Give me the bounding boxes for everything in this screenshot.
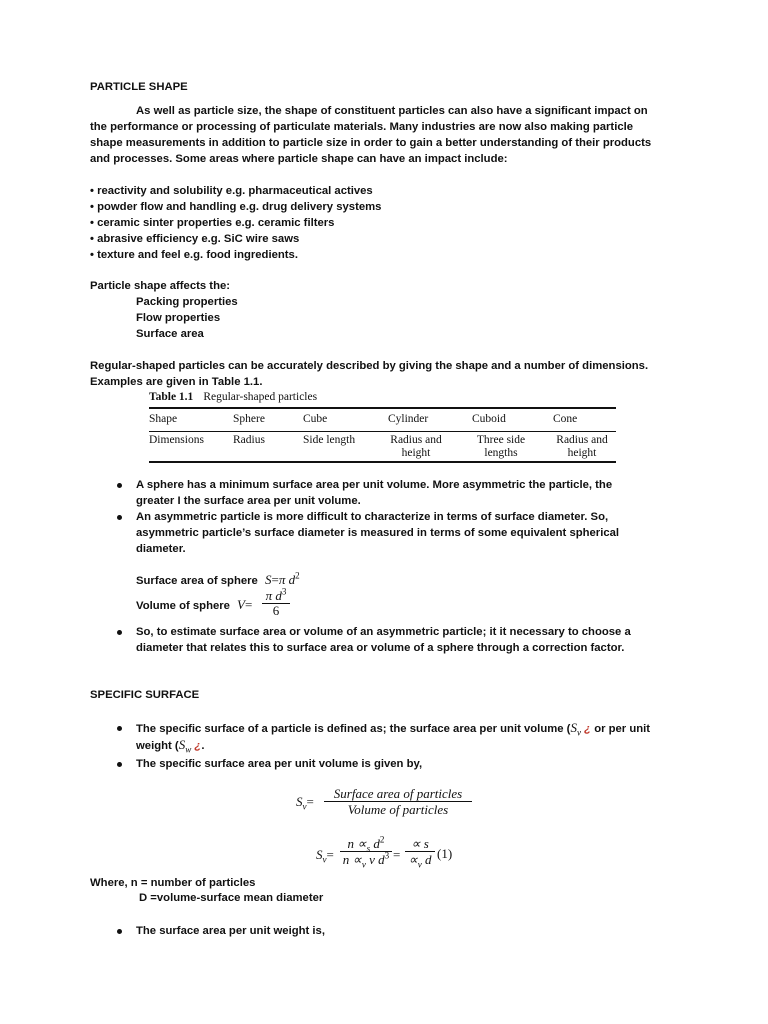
sphere-volume-label: Volume of sphere bbox=[136, 600, 230, 612]
table-header-cell: Cylinder bbox=[388, 413, 429, 425]
impact-item: • abrasive efficiency e.g. SiC wire saws bbox=[90, 233, 300, 245]
bullet-dot bbox=[117, 515, 122, 520]
table-cell: Side length bbox=[303, 434, 356, 446]
table-row-label: Dimensions bbox=[149, 434, 204, 446]
bullet-dot bbox=[117, 762, 122, 767]
bullet-dot bbox=[117, 630, 122, 635]
bullet-text: A sphere has a minimum surface area per unit volume. More asymmetric the particle, the bbox=[136, 479, 613, 491]
table-top-rule bbox=[149, 407, 616, 409]
affects-item: Flow properties bbox=[136, 312, 221, 324]
fraction-numerator: $n \propto_s$ $d^2$ bbox=[347, 834, 385, 854]
intro-line-3: shape measurements in addition to particle size in order to gain a better understanding of their products bbox=[90, 137, 652, 149]
eq1-fraction bbox=[324, 786, 472, 817]
table-caption-text: Regular-shaped particles bbox=[203, 391, 318, 403]
spec-bullet-3: The surface area per unit weight is, bbox=[136, 925, 325, 937]
sw-symbol: $S_w$ bbox=[178, 737, 192, 755]
table-mid-rule bbox=[149, 431, 616, 432]
eq2-lhs: $S_v=$ bbox=[316, 847, 334, 865]
eq2-equals: = bbox=[393, 847, 401, 862]
table-header-cell: Shape bbox=[149, 413, 178, 425]
affects-item: Surface area bbox=[136, 328, 204, 340]
bullet-text: greater I the surface area per unit volume. bbox=[136, 495, 361, 507]
intro-line-4: and processes. Some areas where particle shape can have an impact include: bbox=[90, 153, 508, 165]
table-header-cell: Cuboid bbox=[472, 413, 506, 425]
table-cell-line: height bbox=[401, 447, 431, 459]
sphere-area-label: Surface area of sphere bbox=[136, 575, 258, 587]
spec-text: or per unit bbox=[594, 723, 651, 735]
sphere-volume-lhs: V= bbox=[237, 597, 253, 612]
eq2-fraction-1 bbox=[340, 834, 392, 870]
table-header-cell: Sphere bbox=[233, 413, 265, 425]
heading-specific-surface: SPECIFIC SURFACE bbox=[90, 689, 200, 701]
where-line-1: Where, n = number of particles bbox=[90, 877, 256, 889]
table-bottom-rule bbox=[149, 461, 616, 463]
table-cell-line: lengths bbox=[484, 447, 518, 459]
bullet-text: asymmetric particle’s surface diameter is measured in terms of some equivalent spherical bbox=[136, 527, 620, 539]
heading-particle-shape: PARTICLE SHAPE bbox=[90, 81, 188, 93]
fraction-denominator: $\propto_v$ d bbox=[408, 852, 432, 870]
table-cell: Radius bbox=[233, 434, 265, 446]
bullet-text: So, to estimate surface area or volume of an asymmetric particle; it it necessary to choose a bbox=[136, 626, 631, 638]
table-cell bbox=[547, 434, 617, 460]
table-cell-line: Radius and bbox=[390, 434, 442, 446]
eq2-fraction-2 bbox=[405, 836, 435, 870]
bullet-text: diameter that relates this to surface area or volume of a sphere through a correction factor. bbox=[136, 642, 625, 654]
regular-line-2: Examples are given in Table 1.1. bbox=[90, 376, 263, 388]
regular-shapes-table bbox=[149, 407, 616, 463]
spec-text: . bbox=[201, 740, 205, 752]
where-line-2: D =volume-surface mean diameter bbox=[139, 892, 324, 904]
table-cell bbox=[381, 434, 451, 460]
table-cell-line: height bbox=[567, 447, 597, 459]
spec-bullet-2: The specific surface area per unit volume is given by, bbox=[136, 758, 423, 770]
eq-number: (1) bbox=[437, 846, 453, 861]
table-caption bbox=[149, 391, 317, 403]
eq1-lhs: $S_v=$ bbox=[296, 794, 314, 812]
fraction-numerator: π $d^3$ bbox=[265, 586, 287, 603]
fraction-denominator: 6 bbox=[272, 603, 280, 618]
fraction-denominator: Volume of particles bbox=[347, 802, 449, 817]
bullet-text: An asymmetric particle is more difficult to characterize in terms of surface diameter. So, bbox=[136, 511, 609, 523]
fraction-denominator: $n \propto_v$ v $d^3$ bbox=[342, 850, 390, 870]
bullet-text: diameter. bbox=[136, 543, 186, 555]
spec-bullet-1-line-2 bbox=[136, 737, 204, 754]
affects-item: Packing properties bbox=[136, 296, 238, 308]
table-cell-line: Three side bbox=[476, 434, 526, 446]
affects-intro: Particle shape affects the: bbox=[90, 280, 231, 292]
spec-text: The specific surface of a particle is defined as; the surface area per unit volume ( bbox=[136, 723, 571, 735]
impact-item: • powder flow and handling e.g. drug delivery systems bbox=[90, 201, 382, 213]
regular-line-1: Regular-shaped particles can be accurately described by giving the shape and a number of dimensions. bbox=[90, 360, 649, 372]
table-caption-number: Table 1.1 bbox=[149, 391, 194, 403]
impact-item: • ceramic sinter properties e.g. ceramic filters bbox=[90, 217, 335, 229]
fraction-numerator: Surface area of particles bbox=[333, 786, 463, 801]
table-cell-line: Radius and bbox=[556, 434, 608, 446]
table-cell bbox=[467, 434, 535, 460]
intro-line-1: As well as particle size, the shape of constituent particles can also have a significant impact on bbox=[136, 105, 648, 117]
sv-symbol: $S_v$ bbox=[570, 720, 581, 738]
sphere-volume-fraction bbox=[262, 586, 290, 618]
bullet-dot bbox=[117, 483, 122, 488]
sphere-area-formula: S=π $d^2$ bbox=[265, 570, 300, 587]
bullet-dot bbox=[117, 726, 122, 731]
inverted-question-mark: ¿ bbox=[194, 740, 202, 752]
inverted-question-mark: ¿ bbox=[584, 723, 592, 735]
spec-text: weight ( bbox=[136, 740, 179, 752]
bullet-dot bbox=[117, 929, 122, 934]
fraction-numerator: ∝ s bbox=[411, 836, 429, 851]
impact-item: • texture and feel e.g. food ingredients. bbox=[90, 249, 298, 261]
intro-line-2: the performance or processing of particulate materials. Many industries are now also making particle bbox=[90, 121, 634, 133]
impact-item: • reactivity and solubility e.g. pharmaceutical actives bbox=[90, 185, 373, 197]
spec-bullet-1-line-1 bbox=[136, 720, 650, 737]
table-header-cell: Cone bbox=[553, 413, 578, 425]
table-header-cell: Cube bbox=[303, 413, 328, 425]
